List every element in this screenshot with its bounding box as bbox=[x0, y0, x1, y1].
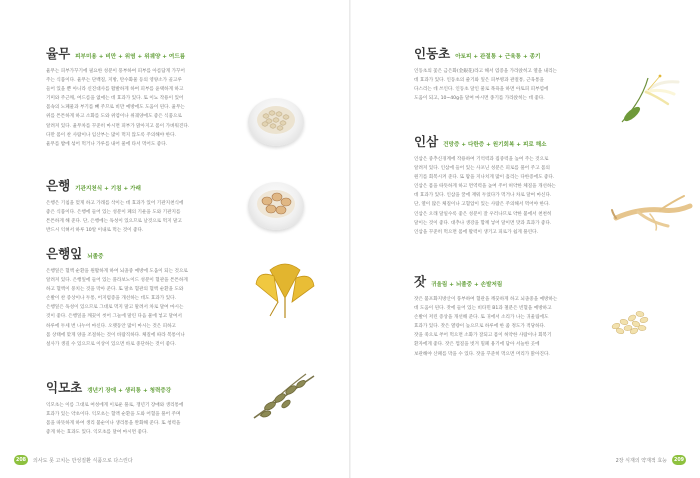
ginseng-root bbox=[610, 188, 694, 232]
body-line: 인삼은 몸을 따뜻하게 하고 면역력을 높여 주어 허약한 체질을 개선하는 bbox=[414, 184, 556, 190]
body-line: 잣은 불포화지방산이 풍부하여 혈관을 깨끗하게 하고 뇌졸중을 예방하는 bbox=[414, 297, 558, 302]
body-line: 인삼은 중추신경계에 작용하여 기억력과 집중력을 높여 주는 것으로 bbox=[414, 157, 549, 162]
body-line: 설사가 생길 수 있으므로 이상이 있으면 바로 중단하는 것이 좋다. bbox=[46, 341, 176, 347]
body-line: 은행잎은 독성이 있으므로 그대로 먹지 말고 말려서 차로 달여 마시는 bbox=[46, 305, 184, 311]
body-line: 인삼을 꾸준히 먹으면 몸에 활력이 생기고 피로가 쉽게 풀린다. bbox=[414, 229, 539, 235]
section-subtitle: 피부미용 + 비만 + 위염 + 위궤양 + 여드름 bbox=[75, 54, 186, 60]
page-number: 208 bbox=[14, 455, 28, 465]
section-title: 인삼 bbox=[414, 134, 439, 149]
section-subtitle: 건망증 + 다한증 + 원기회복 + 피로 해소 bbox=[443, 142, 547, 148]
herb-icon bbox=[254, 374, 314, 418]
section-title: 익모초 bbox=[46, 380, 83, 395]
body-line: 잣을 죽으로 쑤어 먹으면 소화가 잘되고 몸이 허약한 사람이나 회복기 bbox=[414, 333, 552, 339]
pine-nut-icon bbox=[611, 311, 648, 335]
body-line: 데 효과가 있다. 인동초의 줄기와 잎은 피부병과 관절통, 근육통을 bbox=[414, 78, 544, 84]
body-line: 몸을 따뜻하게 하여 생리 불순이나 생리통을 완화해 준다. 또 청력을 bbox=[46, 421, 181, 427]
section-title: 은행 bbox=[46, 178, 71, 193]
ginseng-icon bbox=[612, 196, 690, 230]
left-footer bbox=[14, 454, 133, 466]
section-motherwort bbox=[46, 378, 241, 437]
body-line: 환자에게 좋다. 잣은 껍질을 벗겨 밀폐 용기에 담아 서늘한 곳에 bbox=[414, 342, 540, 348]
page-gutter bbox=[349, 0, 351, 478]
section-subtitle: 아토피 + 관절통 + 근육통 + 종기 bbox=[455, 54, 541, 60]
body-line: 효과가 있는 약초이다. 익모초는 혈액 순환을 도와 어혈을 풀어 주며 bbox=[46, 412, 181, 418]
section-subtitle: 뇌졸중 bbox=[87, 254, 104, 260]
pine-nuts bbox=[604, 300, 654, 340]
coix-seed-bowl bbox=[248, 98, 304, 146]
body-line: 율무를 밥에 섞어 먹거나 가루를 내어 물에 타서 먹어도 좋다. bbox=[46, 141, 168, 147]
ginkgo-nut-bowl bbox=[248, 182, 304, 230]
honeysuckle-flower bbox=[612, 70, 684, 130]
body-line: 것이 좋다. 은행잎을 깨끗이 씻어 그늘에 말린 다음 물에 넣고 달여서 bbox=[46, 314, 182, 320]
body-line: 다스리는 데 쓰인다. 인동초 달인 물로 목욕을 하면 아토피 피부염에 bbox=[414, 87, 549, 93]
body-line: 은행은 기침을 멎게 하고 가래를 삭이는 데 효과가 있어 기관지천식에 bbox=[46, 201, 184, 206]
body-line: 손발이 저린 증상을 개선해 준다. 또 귀에서 소리가 나는 귀울림에도 bbox=[414, 315, 549, 321]
body-line: 손발이 찬 증상이나 두통, 어지럼증을 개선하는 데도 효과가 있다. bbox=[46, 296, 176, 302]
body-line: 들어 있을 뿐 아니라 신진대사를 활발하게 하여 피부를 윤택하게 하고 bbox=[46, 87, 184, 93]
body-line: 기미와 주근깨, 여드름을 없애는 데 효과가 있다. 또 이뇨 작용이 있어 bbox=[46, 96, 184, 102]
body-line: 위를 튼튼하게 하고 소화를 도와 위염이나 위궤양에도 좋은 식품으로 bbox=[46, 114, 182, 120]
section-title: 인동초 bbox=[414, 46, 451, 61]
body-line: 원기를 회복시켜 준다. 또 땀을 지나치게 많이 흘리는 다한증에도 좋다. bbox=[414, 175, 555, 181]
body-line: 은행잎은 혈액 순환을 원활하게 하여 뇌졸중 예방에 도움이 되는 것으로 bbox=[46, 269, 188, 274]
body-line: 하고 혈액이 뭉치는 것을 막아 준다. 또 말초 혈관의 혈액 순환을 도와 bbox=[46, 287, 184, 293]
coix-seed-icon bbox=[248, 98, 304, 146]
section-honeysuckle bbox=[414, 44, 610, 103]
section-ginseng bbox=[414, 132, 610, 237]
body-line: 보관해야 산패를 막을 수 있다. 잣을 꾸준히 먹으면 머리가 맑아진다. bbox=[414, 351, 550, 357]
body-line: 도움이 되고, 10~40g을 달여 마시면 종기를 가라앉히는 데 좋다. bbox=[414, 96, 545, 102]
body-line: 인동초의 꽃은 금은화(金銀花)라고 해서 염증을 가라앉히고 열을 내리는 bbox=[414, 69, 557, 74]
section-ginkgo-leaf bbox=[46, 244, 241, 349]
body-line: 알려져 있다. 은행잎에 들어 있는 플라보노이드 성분이 혈관을 튼튼하게 bbox=[46, 278, 188, 284]
body-line: 좋게 하는 효과도 있다. 익모초를 달여 마시면 좋다. bbox=[46, 430, 148, 436]
motherwort-herb bbox=[246, 362, 322, 428]
body-line: 주는 식품이다. 율무는 단백질, 지방, 탄수화물 등의 영양소가 골고루 bbox=[46, 78, 182, 84]
section-title: 율무 bbox=[46, 46, 71, 61]
flower-icon bbox=[622, 75, 678, 124]
page-number: 209 bbox=[672, 455, 686, 465]
body-line: 인삼은 오래 달일수록 좋은 성분이 잘 우러나므로 약한 불에서 천천히 bbox=[414, 211, 552, 217]
ginkgo-leaf-icon bbox=[256, 264, 314, 318]
section-subtitle: 갱년기 장애 + 생리통 + 청력증강 bbox=[87, 388, 172, 394]
section-subtitle: 기관지천식 + 기침 + 가래 bbox=[75, 186, 141, 192]
section-ginkgo-nut bbox=[46, 176, 241, 235]
body-line: 몸속의 노폐물과 부기를 빼 주므로 비만 예방에도 도움이 된다. 율무는 bbox=[46, 105, 185, 111]
body-line: 다만 몸이 찬 사람이나 임산부는 많이 먹지 않도록 주의해야 한다. bbox=[46, 132, 176, 138]
body-line: 몸 상태에 맞게 양을 조절하는 것이 바람직하다. 체질에 따라 복통이나 bbox=[46, 332, 185, 338]
body-line: 데 효과가 있다. 인삼을 꿀에 재워 두었다가 먹거나 차로 달여 마신다. bbox=[414, 193, 552, 199]
section-title: 잣 bbox=[414, 274, 427, 289]
right-footer bbox=[616, 454, 686, 466]
section-subtitle: 귀울림 + 뇌졸중 + 손발저림 bbox=[431, 282, 503, 288]
body-line: 익모초는 이름 그대로 여성에게 이로운 풀로, 갱년기 장애와 생리통에 bbox=[46, 403, 184, 408]
body-line: 율무는 피부가꾸기에 필요한 성분이 풍부하여 피부를 아름답게 가꾸어 bbox=[46, 69, 185, 74]
ginkgo-nut-icon bbox=[248, 182, 304, 230]
body-line: 반드시 익혀서 하루 10알 이내로 먹는 것이 좋다. bbox=[46, 228, 144, 234]
section-title: 은행잎 bbox=[46, 246, 83, 261]
body-line: 데 도움이 된다. 잣에 들어 있는 비타민 B1과 철분은 빈혈을 예방하고 bbox=[414, 306, 552, 312]
chapter-title: 2장 식재의 약재적 효능 bbox=[615, 457, 667, 464]
book-title: 의사도 못 고치는 만성질환 식품으로 다스린다 bbox=[33, 457, 133, 464]
body-line: 좋은 식품이다. 은행에 들어 있는 성분이 폐의 기운을 도와 기관지를 bbox=[46, 210, 181, 216]
ginkgo-leaves bbox=[250, 258, 320, 322]
section-pine-nut bbox=[414, 272, 610, 359]
body-line: 알려져 있다. 율무차를 꾸준히 마시면 피부가 맑아지고 몸이 가벼워진다. bbox=[46, 123, 190, 129]
section-coix bbox=[46, 44, 241, 149]
body-line: 달이는 것이 좋다. 대추나 생강을 함께 넣어 달이면 맛과 효과가 좋다. bbox=[414, 220, 552, 226]
body-line: 알려져 있다. 인삼에 들어 있는 사포닌 성분은 피로를 풀어 주고 몸의 bbox=[414, 166, 550, 172]
body-line: 효과가 있다. 잣은 열량이 높으므로 하루에 한 줌 정도가 적당하다. bbox=[414, 324, 546, 330]
body-line: 하루에 두세 번 나누어 마신다. 오랫동안 많이 마시는 것은 피하고 bbox=[46, 323, 176, 329]
body-line: 단, 열이 많은 체질이나 고혈압이 있는 사람은 주의해서 먹어야 한다. bbox=[414, 202, 550, 208]
body-line: 튼튼하게 해 준다. 단, 은행에는 독성이 있으므로 날것으로 먹지 말고 bbox=[46, 219, 182, 225]
